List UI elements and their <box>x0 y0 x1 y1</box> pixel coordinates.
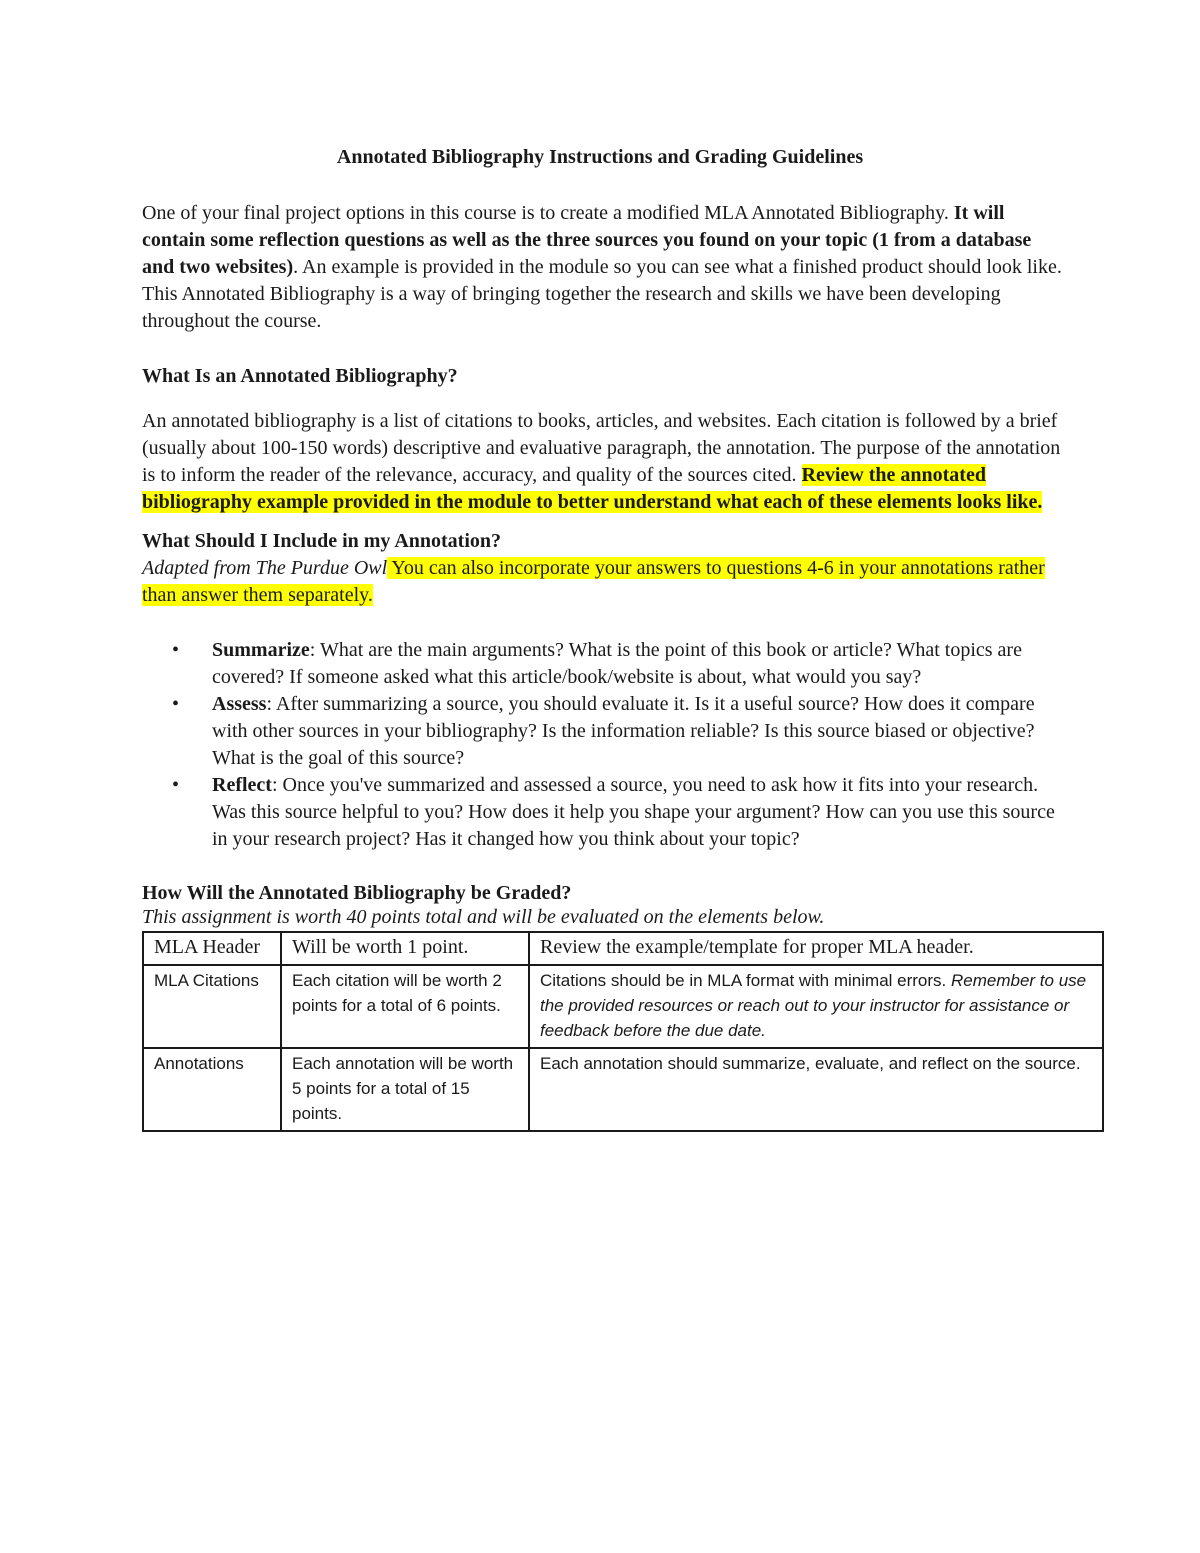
list-item-term: Reflect <box>212 774 272 796</box>
list-item-text: : After summarizing a source, you should evaluate it. Is it a useful source? How does it compare with other sources in your bibliography? Is the information reliable? Is this source biased or objective? What is the goal of this source? <box>212 693 1035 769</box>
table-cell-notes <box>529 1048 1103 1131</box>
section-heading-graded: How Will the Annotated Bibliography be Graded? <box>142 882 572 904</box>
grading-subtitle: This assignment is worth 40 points total and will be evaluated on the elements below. <box>142 906 825 928</box>
document-title: Annotated Bibliography Instructions and Grading Guidelines <box>336 146 864 168</box>
list-item-assess <box>142 691 1062 772</box>
list-item-reflect <box>142 772 1062 853</box>
include-highlight: You can also incorporate your answers to questions 4-6 in your annotations rather than answer them separately. <box>142 557 1045 606</box>
include-source-line <box>142 555 1062 609</box>
table-cell-notes <box>529 932 1103 965</box>
definition-paragraph <box>142 408 1062 516</box>
section-heading-what-is: What Is an Annotated Bibliography? <box>142 365 458 387</box>
table-cell-element: Annotations <box>143 1048 281 1131</box>
grading-table <box>142 931 1104 1132</box>
table-row <box>143 1048 1103 1131</box>
bullet-icon: • <box>172 639 180 661</box>
list-item-term: Summarize <box>212 639 310 661</box>
definition-highlight: Review the annotated bibliography example provided in the module to better understand what each of these elements looks like. <box>142 464 1043 513</box>
include-source: Adapted from The Purdue Owl <box>142 557 388 579</box>
intro-paragraph <box>142 200 1062 335</box>
table-cell-element: MLA Header <box>143 932 281 965</box>
notes-text: Review the example/template for proper MLA header. <box>540 936 974 958</box>
list-item-summarize <box>142 637 1062 691</box>
intro-text-continued: . An example is provided in the module so you can see what a finished product should look like. This Annotated Bibliography is a way of bringing together the research and skills we have been developing throughout the course. <box>142 256 1062 332</box>
list-item-text: : What are the main arguments? What is the point of this book or article? What topics are covered? If someone asked what this article/book/website is about, what would you say? <box>212 639 1022 688</box>
table-cell-notes <box>529 965 1103 1048</box>
table-row <box>143 965 1103 1048</box>
table-cell-element: MLA Citations <box>143 965 281 1048</box>
intro-text: One of your final project options in this course is to create a modified MLA Annotated Bibliography. <box>142 202 954 224</box>
table-cell-points: Each citation will be worth 2 points for a total of 6 points. <box>281 965 529 1048</box>
bullet-icon: • <box>172 774 180 796</box>
annotation-points-list <box>142 637 1062 853</box>
table-row <box>143 932 1103 965</box>
document-page <box>142 140 1087 1132</box>
section-heading-include: What Should I Include in my Annotation? <box>142 530 502 552</box>
bullet-icon: • <box>172 693 180 715</box>
table-cell-points: Each annotation will be worth 5 points for a total of 15 points. <box>281 1048 529 1131</box>
definition-text: An annotated bibliography is a list of citations to books, articles, and websites. Each citation is followed by a brief (usually about 100-150 words) descriptive and evaluative paragraph, the annotation. The purpose of the annotation is to inform the reader of the relevance, accuracy, and quality of the sources cited. <box>142 410 1061 486</box>
notes-italic-text: Remember to use the provided resources or reach out to your instructor for assistance or feedback before the due date. <box>540 971 1087 1040</box>
intro-bold-text: It will contain some reflection questions as well as the three sources you found on your topic (1 from a database and two websites) <box>142 202 1032 278</box>
notes-text: Citations should be in MLA format with minimal errors. <box>540 971 947 990</box>
notes-text: Each annotation should summarize, evaluate, and reflect on the source. <box>540 1054 1081 1073</box>
list-item-text: : Once you've summarized and assessed a source, you need to ask how it fits into your research. Was this source helpful to you? How does it help you shape your argument? How can you use this source in your research project? Has it changed how you think about your topic? <box>212 774 1055 850</box>
list-item-term: Assess <box>212 693 267 715</box>
table-cell-points: Will be worth 1 point. <box>281 932 529 965</box>
